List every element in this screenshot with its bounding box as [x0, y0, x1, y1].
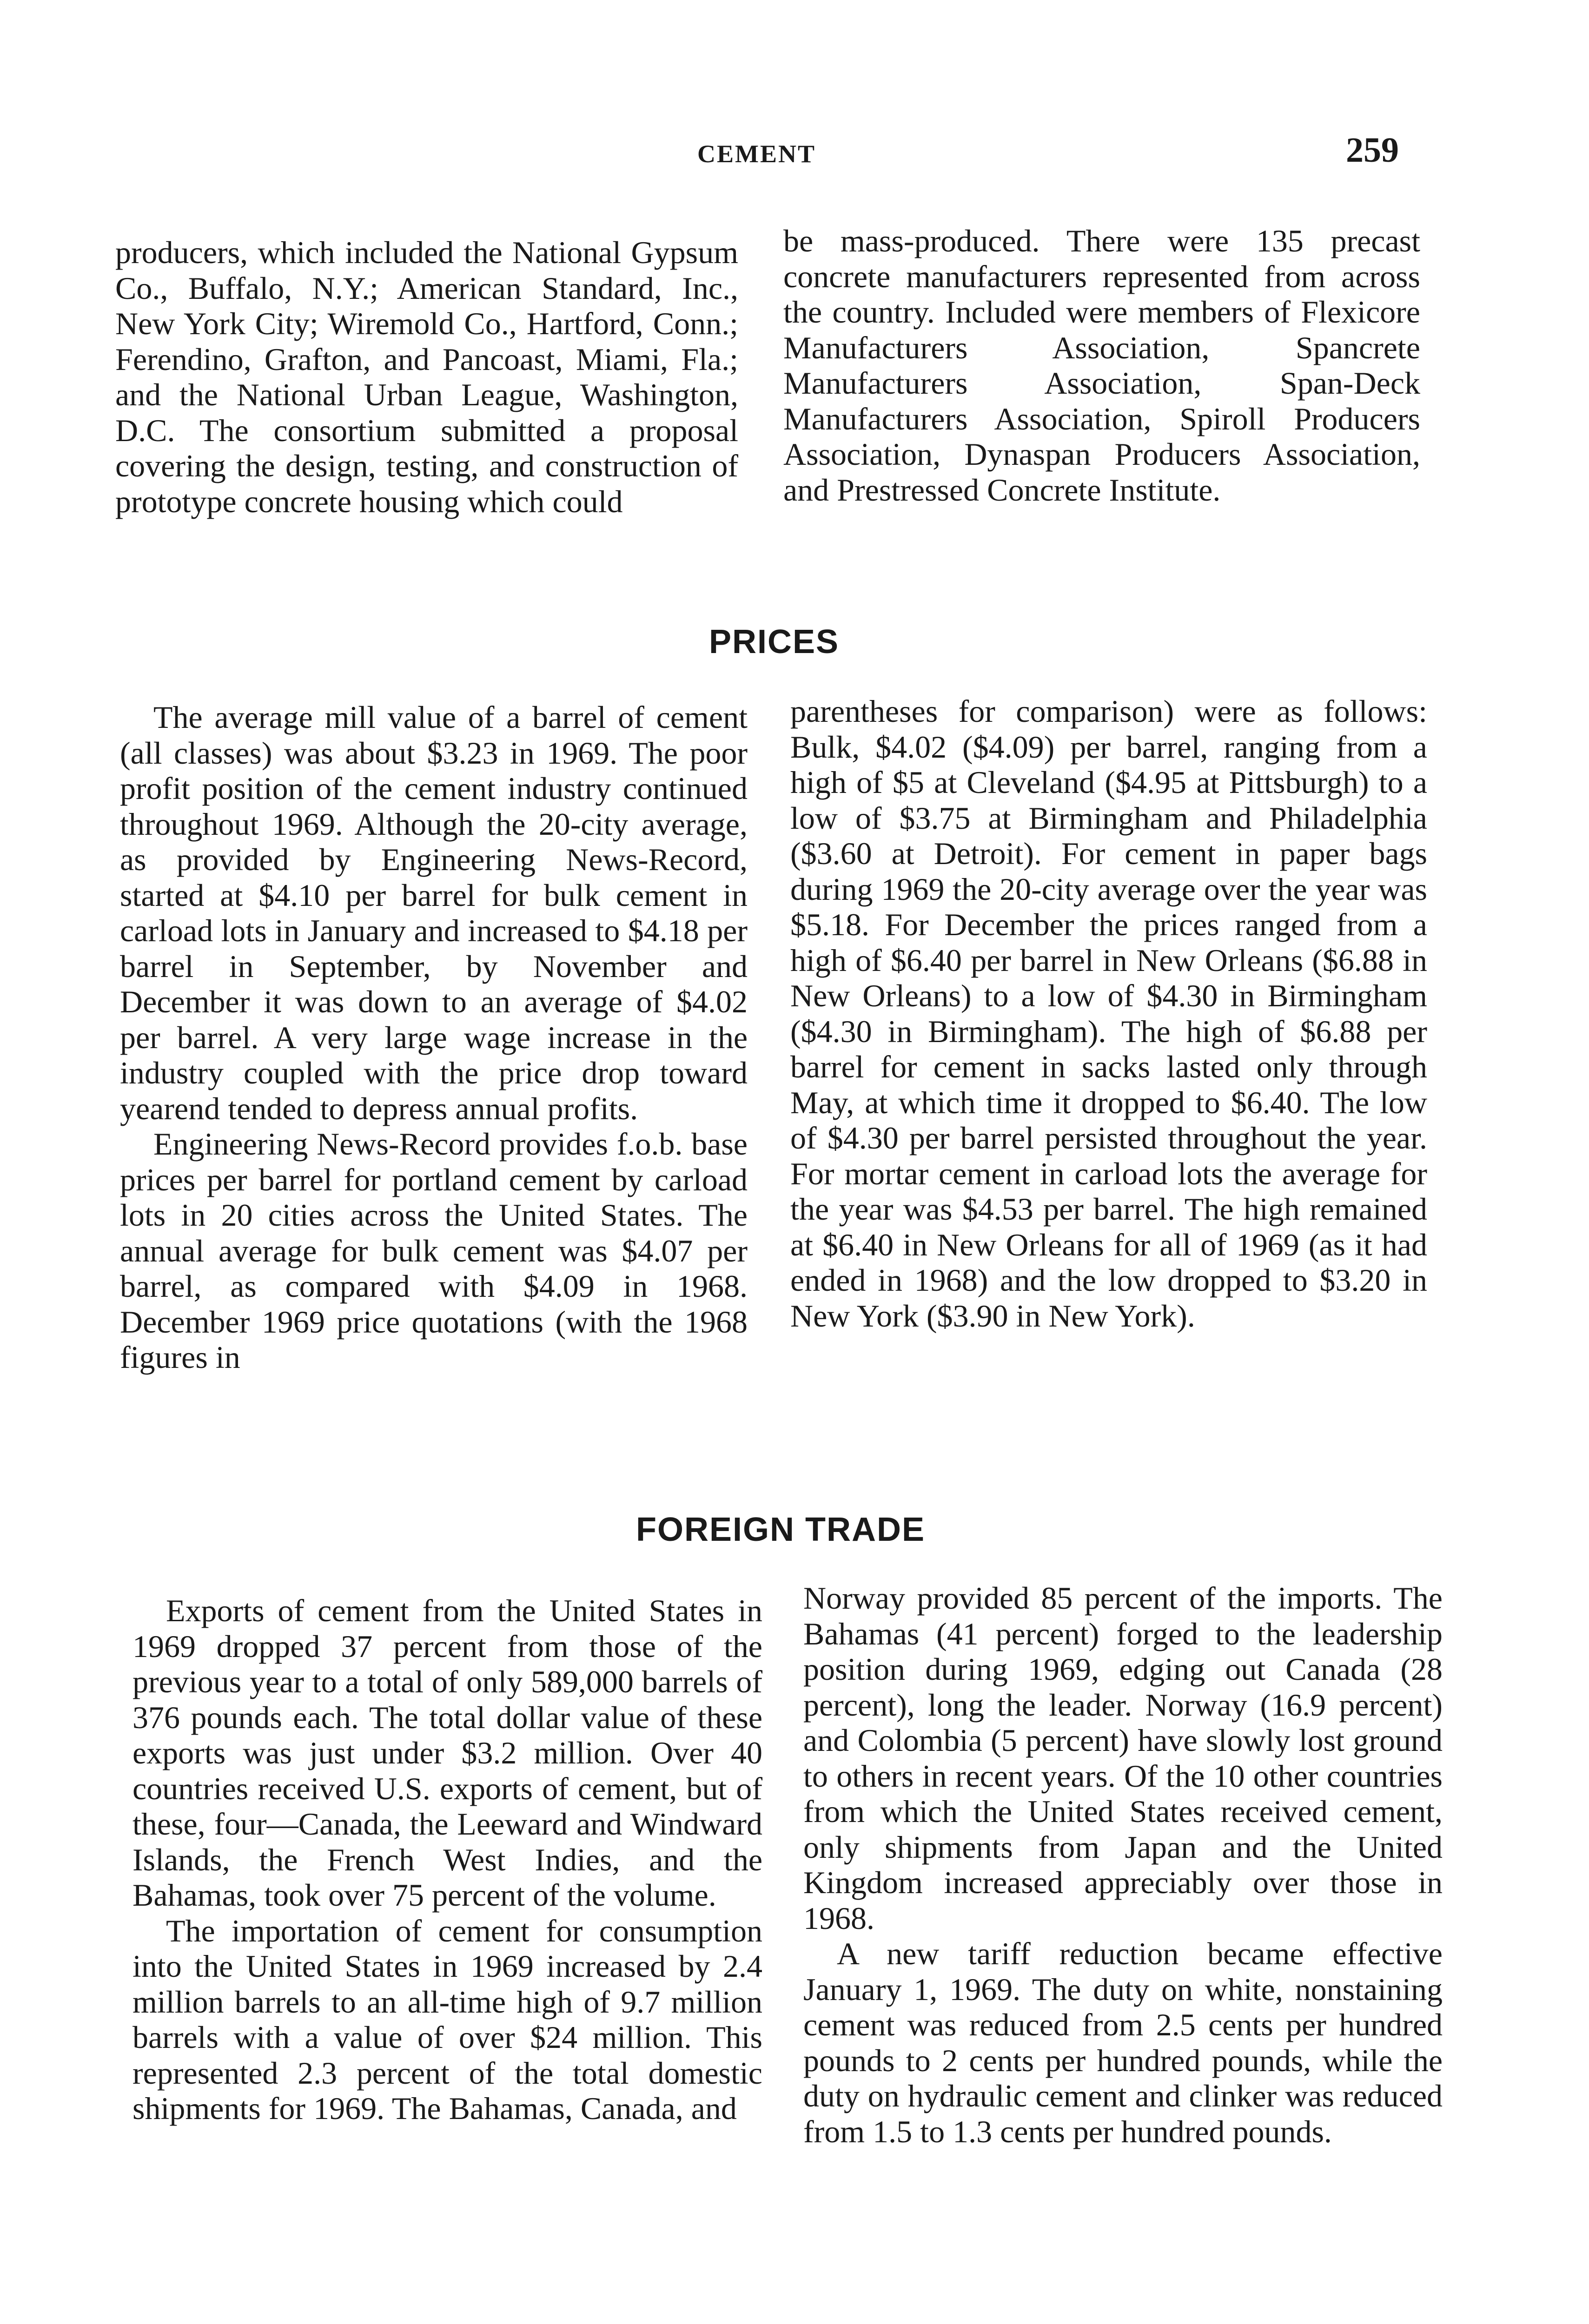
foreign-trade-left-paragraph-1: Exports of cement from the United States in 1969 dropped 37 percent from those of the previous year to a total of only 589,000 barrels of 376 pounds each. The total dollar value of these exports was just under $3.2 million. Over 40 countries received U.S. exports of cement, but of these, four—Canada, the Leeward and Windward Islands, the French West Indies, and the Bahamas, took over 75 percent of the volume.	[132, 1593, 762, 1913]
foreign-trade-left-paragraph-2: The importation of cement for consumption into the United States in 1969 increased by 2.4 million barrels to an all-time high of 9.7 million barrels with a value of over $24 million. This represented 2.3 percent of the total domestic shipments for 1969. The Bahamas, Canada, and	[132, 1913, 762, 2126]
prices-left-paragraph-1: The average mill value of a barrel of cement (all classes) was about $3.23 in 1969. The poor profit position of the cement industry continued throughout 1969. Although the 20-city average, as provided by Engineering News-Record, started at $4.10 per barrel for bulk cement in carload lots in January and increased to $4.18 per barrel in September, by November and December it was down to an average of $4.02 per barrel. A very large wage increase in the industry coupled with the price drop toward yearend tended to depress annual profits.	[120, 700, 748, 1126]
page-number: 259	[1346, 131, 1399, 170]
running-head: CEMENT	[697, 140, 816, 168]
intro-left-paragraph: producers, which included the National Gypsum Co., Buffalo, N.Y.; American Standard, Inc., New York City; Wiremold Co., Hartford, Conn.; Ferendino, Grafton, and Pancoast, Miami, Fla.; and the National Urban League, Washington, D.C. The consortium submitted a proposal covering the design, testing, and construction of prototype concrete housing which could	[115, 235, 738, 519]
prices-right-column	[790, 693, 1427, 1334]
foreign-trade-heading: FOREIGN TRADE	[636, 1511, 926, 1548]
prices-heading: PRICES	[709, 623, 840, 660]
prices-right-paragraph: parentheses for comparison) were as follows: Bulk, $4.02 ($4.09) per barrel, ranging from a high of $5 at Cleveland ($4.95 at Pittsburgh) to a low of $3.75 at Birmingham and Philadelphia ($3.60 at Detroit). For cement in paper bags during 1969 the 20-city average over the year was $5.18. For December the prices ranged from a high of $6.40 per barrel in New Orleans ($6.88 in New Orleans) to a low of $4.30 in Birmingham ($4.30 in Birmingham). The high of $6.88 per barrel for cement in sacks lasted only through May, at which time it dropped to $6.40. The low of $4.30 per barrel persisted throughout the year. For mortar cement in carload lots the average for the year was $4.53 per barrel. The high remained at $6.40 in New Orleans for all of 1969 (as it had ended in 1968) and the low dropped to $3.20 in New York ($3.90 in New York).	[790, 693, 1427, 1334]
foreign-trade-right-column	[803, 1580, 1443, 2149]
foreign-trade-right-paragraph-2: A new tariff reduction became effective January 1, 1969. The duty on white, nonstaining cement was reduced from 2.5 cents per hundred pounds to 2 cents per hundred pounds, while the duty on hydraulic cement and clinker was reduced from 1.5 to 1.3 cents per hundred pounds.	[803, 1936, 1443, 2149]
prices-left-column	[120, 700, 748, 1375]
prices-left-paragraph-2: Engineering News-Record provides f.o.b. base prices per barrel for portland cement by carload lots in 20 cities across the United States. The annual average for bulk cement was $4.07 per barrel, as compared with $4.09 in 1968. December 1969 price quotations (with the 1968 figures in	[120, 1126, 748, 1375]
foreign-trade-left-column	[132, 1593, 762, 2126]
foreign-trade-right-paragraph-1: Norway provided 85 percent of the imports. The Bahamas (41 percent) forged to the leadership position during 1969, edging out Canada (28 percent), long the leader. Norway (16.9 percent) and Colombia (5 percent) have slowly lost ground to others in recent years. Of the 10 other countries from which the United States received cement, only shipments from Japan and the United Kingdom increased appreciably over those in 1968.	[803, 1580, 1443, 1936]
intro-right-column	[783, 223, 1420, 508]
intro-left-column	[115, 235, 738, 519]
intro-right-paragraph: be mass-produced. There were 135 precast concrete manufacturers represented from across the country. Included were members of Flexicore Manufacturers Association, Spancrete Manufacturers Association, Span-Deck Manufacturers Association, Spiroll Producers Association, Dynaspan Producers Association, and Prestressed Concrete Institute.	[783, 223, 1420, 508]
